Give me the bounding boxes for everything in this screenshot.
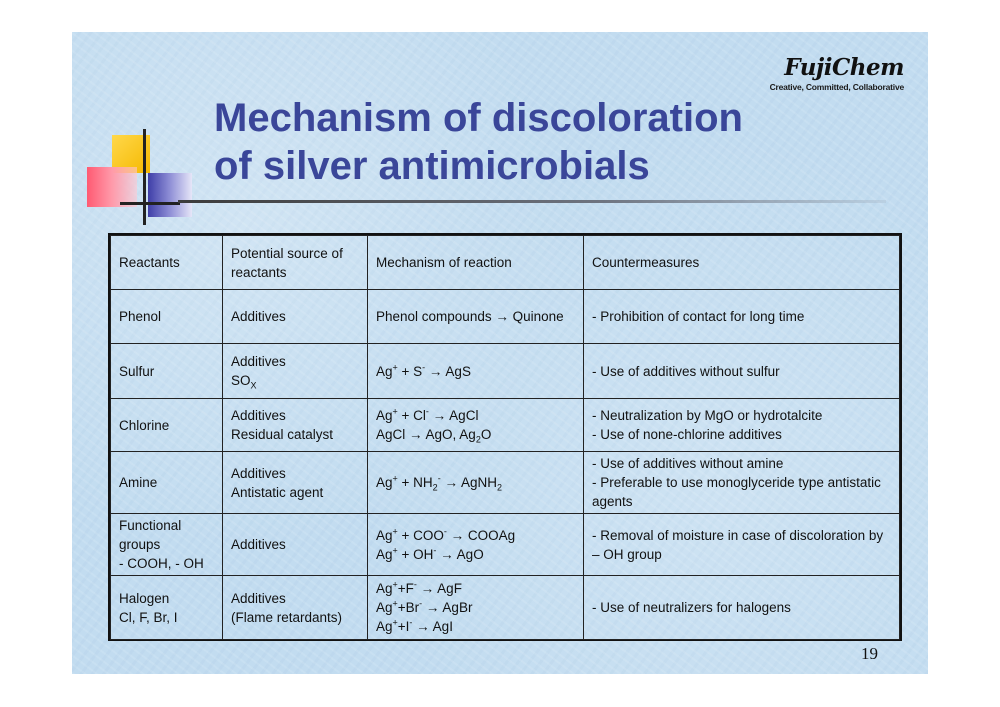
reactant-cell-line: Sulfur	[119, 363, 155, 379]
countermeasure-cell-line: - Neutralization by MgO or hydrotalcite	[592, 408, 823, 423]
mechanism-cell	[368, 514, 584, 576]
table-row	[111, 514, 900, 576]
source-cell-line: Residual catalyst	[231, 427, 334, 442]
source-cell	[223, 344, 368, 399]
mechanism-table	[108, 233, 902, 641]
decorative-red-square	[87, 167, 137, 207]
countermeasure-cell-line: - Use of none-chlorine additives	[592, 427, 782, 442]
source-cell-line: Additives	[231, 309, 286, 324]
table-row	[111, 399, 900, 452]
mechanism-cell-line: AgCl → AgO, $Ag_2O$	[376, 427, 492, 445]
page-title	[214, 94, 834, 190]
table-header-row	[111, 236, 900, 290]
mechanism-cell	[368, 344, 584, 399]
source-cell-line: Additives	[231, 537, 286, 552]
title-underline	[178, 200, 886, 203]
reactant-cell	[111, 290, 223, 344]
reactant-cell-line: Chlorine	[119, 417, 170, 433]
mechanism-cell-line: Ag++I- → AgI	[376, 617, 453, 634]
countermeasure-cell-line: - Prohibition of contact for long time	[592, 309, 805, 324]
mechanism-cell-line: Ag+ + Cl- → AgCl	[376, 406, 479, 423]
reactant-cell	[111, 576, 223, 640]
countermeasure-cell	[584, 344, 900, 399]
company-logo	[754, 56, 904, 92]
title-line-1: Mechanism of discoloration	[214, 96, 743, 140]
mechanism-cell-line: Phenol compounds → Quinone	[376, 309, 564, 324]
reactant-cell-line: Cl, F, Br, I	[119, 609, 178, 625]
countermeasure-cell-line: - Use of additives without sulfur	[592, 363, 780, 379]
mechanism-cell-line: $Ag^+ + NH_2^-$ → AgNH$_2$	[376, 473, 502, 493]
mechanism-cell-line: Ag+ + S- → AgS	[376, 362, 471, 379]
source-cell-line: (Flame retardants)	[231, 609, 343, 625]
table-row	[111, 576, 900, 640]
source-cell-line: Additives	[231, 408, 286, 423]
decorative-vertical-line	[143, 129, 146, 225]
reactant-cell-line: Phenol	[119, 309, 162, 324]
header-reactants: Reactants	[111, 236, 223, 290]
source-cell-line: Additives	[231, 465, 286, 481]
countermeasure-cell	[584, 290, 900, 344]
source-cell	[223, 576, 368, 640]
header-countermeasures: Countermeasures	[584, 236, 900, 290]
table-row	[111, 290, 900, 344]
decorative-blue-square	[148, 173, 192, 217]
countermeasure-cell	[584, 576, 900, 640]
slide	[72, 32, 928, 674]
mechanism-cell-line: Ag++Br- → AgBr	[376, 598, 473, 615]
mechanism-cell	[368, 452, 584, 514]
reactant-cell	[111, 514, 223, 576]
logo-tagline: Creative, Committed, Collaborative	[769, 82, 904, 92]
source-cell	[223, 290, 368, 344]
page-number: 19	[861, 644, 878, 663]
source-cell	[223, 452, 368, 514]
reactant-cell	[111, 399, 223, 452]
source-cell-line: Additives	[231, 590, 286, 606]
countermeasure-cell	[584, 452, 900, 514]
title-line-2: of silver antimicrobials	[214, 144, 650, 188]
header-source: Potential source of reactants	[223, 236, 368, 290]
countermeasure-cell-line: - Use of neutralizers for halogens	[592, 600, 791, 615]
source-cell	[223, 514, 368, 576]
mechanism-cell	[368, 290, 584, 344]
countermeasure-cell	[584, 399, 900, 452]
reactant-cell-line: Amine	[119, 475, 158, 490]
countermeasure-cell-line: - Use of additives without amine	[592, 456, 784, 471]
source-cell-line: Antistatic agent	[231, 484, 324, 500]
reactant-cell	[111, 344, 223, 399]
mechanism-cell	[368, 576, 584, 640]
mechanism-cell	[368, 399, 584, 452]
logo-name: FujiChem	[784, 54, 904, 81]
reactant-cell-line: Functional groups	[119, 518, 182, 552]
countermeasure-cell-line: - Preferable to use monoglyceride type antistatic agents	[592, 475, 881, 509]
table-row	[111, 344, 900, 399]
reactant-cell-line: - COOH, - OH	[119, 556, 204, 571]
source-cell-line: $SO_X$	[231, 373, 257, 391]
reactant-cell-line: Halogen	[119, 590, 170, 606]
mechanism-cell-line: Ag++F- → AgF	[376, 579, 462, 596]
countermeasure-cell-line: - Removal of moisture in case of discoloration by – OH group	[592, 527, 884, 562]
source-cell	[223, 399, 368, 452]
table-row	[111, 452, 900, 514]
source-cell-line: Additives	[231, 354, 286, 369]
reactant-cell	[111, 452, 223, 514]
header-mechanism: Mechanism of reaction	[368, 236, 584, 290]
mechanism-cell-line: Ag+ + OH- → AgO	[376, 545, 484, 562]
decorative-horizontal-line	[120, 202, 180, 205]
mechanism-cell-line: Ag+ + COO- → COOAg	[376, 526, 516, 543]
countermeasure-cell	[584, 514, 900, 576]
